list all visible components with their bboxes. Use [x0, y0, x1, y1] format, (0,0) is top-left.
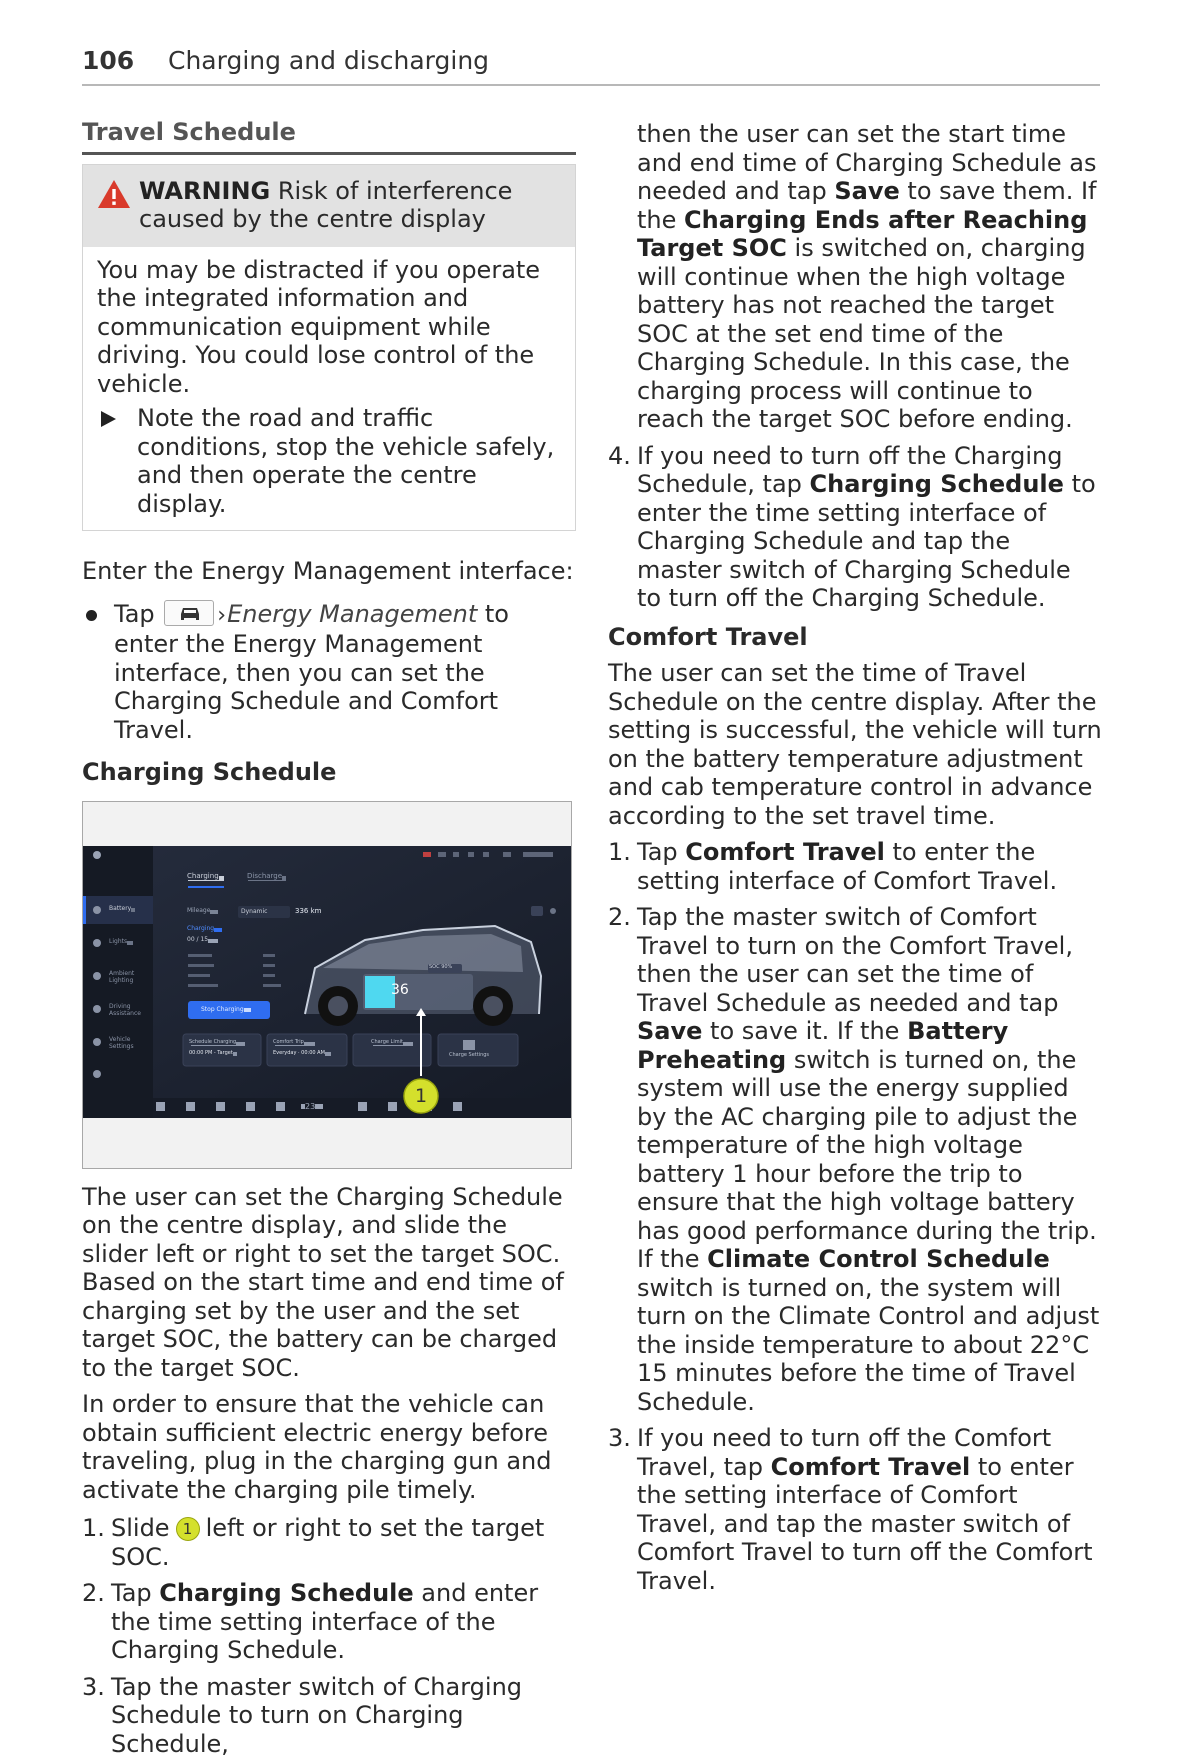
step-text: to enter the time setting interface of Charging Schedule and tap the master switch of Charging Schedule to turn off the Charging Schedule. — [637, 470, 1096, 612]
step-text: Tap — [637, 838, 685, 866]
energy-intro: Enter the Energy Management interface: — [82, 557, 576, 586]
screen-mode[interactable]: Dynamic — [241, 908, 267, 915]
screen-tab-charging: Charging — [187, 872, 219, 880]
tap-text: Tap — [114, 600, 155, 628]
section-title-travel-schedule: Travel Schedule — [82, 118, 576, 155]
triangle-bullet-icon — [101, 411, 116, 427]
step-bold: Battery Preheating — [637, 1017, 1008, 1074]
charging-step-4 — [608, 442, 1102, 613]
warning-bullet — [97, 404, 561, 518]
step-text: switch is turned on, the system will use the energy supplied by the AC charging pile to adjust the temperature of the high voltage battery 1 hour before the trip to ensure that the high voltage battery has good performance during the trip. If the — [637, 1046, 1097, 1274]
step-bold: Charging Ends after Reaching Target SOC — [637, 206, 1087, 263]
screen-stop-button[interactable]: Stop Charging — [201, 1006, 244, 1014]
step-bold: Charging Schedule — [159, 1579, 413, 1607]
step-text: switch is turned on, the system will turn on the Climate Control and adjust the inside temperature to about 22°C 15 minutes before the time of Travel Schedule. — [637, 1274, 1099, 1416]
subheading-comfort-travel: Comfort Travel — [608, 623, 1102, 652]
comfort-steps — [608, 838, 1102, 1595]
screen-mileage-label: Mileage — [187, 907, 210, 914]
step-bold: Climate Control Schedule — [707, 1245, 1050, 1273]
screen-card-limit[interactable]: Charge Limit — [371, 1039, 403, 1045]
tap-energy-item — [82, 600, 576, 745]
comfort-step-1 — [608, 838, 1102, 895]
step-text: left or right to set the target SOC. — [111, 1514, 544, 1571]
subheading-charging-schedule: Charging Schedule — [82, 758, 576, 787]
screen-card-comfort[interactable]: Comfort Trip — [273, 1039, 304, 1045]
warning-title: Risk of interference caused by the centre display — [139, 177, 512, 234]
charging-steps — [82, 1514, 576, 1758]
step-number: 2. — [82, 1579, 105, 1608]
charging-steps-continued — [608, 120, 1102, 613]
warning-body — [83, 247, 575, 531]
charging-step-2 — [82, 1579, 576, 1665]
step-text: to enter the setting interface of Comfort Travel. — [637, 838, 1057, 895]
figure-charging-screen — [82, 801, 572, 1169]
step-text: to enter the setting interface of Comfort Travel, and tap the master switch of Comfort Travel to turn off the Comfort Travel. — [637, 1453, 1093, 1595]
warning-label: WARNING — [139, 177, 270, 205]
chevron-right-icon: › — [217, 602, 226, 631]
screen-card-schedule[interactable]: Schedule Charging — [189, 1039, 236, 1045]
comfort-step-3 — [608, 1424, 1102, 1595]
step-number: 3. — [82, 1673, 105, 1702]
step-text: and enter the time setting interface of the Charging Schedule. — [111, 1579, 538, 1664]
page-header — [82, 44, 1100, 86]
right-column — [608, 120, 1102, 1595]
warning-box — [82, 164, 576, 532]
screen-sidebar-ambient: Ambient Lighting — [109, 970, 149, 984]
step-bold: Comfort Travel — [771, 1453, 971, 1481]
screen-sidebar-lights: Lights — [109, 938, 127, 945]
screen-card-comfort-value: Everyday · 00:00 AM — [273, 1050, 325, 1056]
screen-time-range: 00 / 15 — [187, 936, 208, 943]
step-bold: Save — [834, 177, 899, 205]
screen-soc-value[interactable]: 36 — [391, 982, 409, 998]
step-number: 3. — [608, 1424, 631, 1453]
charging-step-1 — [82, 1514, 576, 1571]
screen-range: 336 km — [295, 907, 321, 915]
centre-display-art — [83, 846, 571, 1118]
step-number: 1. — [608, 838, 631, 867]
step-bold: Charging Schedule — [810, 470, 1064, 498]
warning-bullet-text: Note the road and traffic conditions, stop the vehicle safely, and then operate the centre display. — [137, 404, 554, 518]
step-text: Tap — [111, 1579, 159, 1607]
centre-display-screenshot — [83, 846, 571, 1118]
chapter-title: Charging and discharging — [168, 46, 489, 75]
callout-1: 1 — [413, 1084, 429, 1108]
step-text: Tap the master switch of Charging Schedule to turn on Charging Schedule, — [111, 1673, 522, 1758]
screen-card-schedule-value: 00:00 PM - Target — [189, 1050, 233, 1056]
vehicle-key-icon — [164, 600, 214, 626]
screen-sidebar-battery: Battery — [109, 905, 131, 912]
step-bold: Comfort Travel — [685, 838, 885, 866]
step-text: Slide — [111, 1514, 170, 1542]
step-number: 1. — [82, 1514, 105, 1543]
screen-temperature: 23 — [305, 1102, 315, 1111]
charging-para-2: In order to ensure that the vehicle can obtain sufficient electric energy before traveling, plug in the charging gun and activate the charging pile timely. — [82, 1390, 576, 1504]
step-bold: Save — [637, 1017, 702, 1045]
charging-para-1: The user can set the Charging Schedule on the centre display, and slide the slider left or right to set the target SOC. Based on the start time and end time of charging set by the user and the set target SOC, the battery can be charged to the target SOC. — [82, 1183, 576, 1383]
screen-tab-discharge: Discharge — [247, 872, 282, 880]
screen-soc-label: SOC 90% — [429, 964, 452, 971]
step-text: If you need to turn off the Charging Schedule, tap — [637, 442, 1062, 499]
screen-card-settings[interactable]: Charge Settings — [449, 1052, 489, 1058]
charging-step-3-continued — [608, 120, 1102, 434]
comfort-intro: The user can set the time of Travel Schedule on the centre display. After the setting is successful, the vehicle will turn on the battery temperature adjustment and cab temperature control in advance according to the set travel time. — [608, 659, 1102, 830]
screen-charging-label: Charging — [187, 925, 214, 932]
warning-triangle-icon — [97, 179, 131, 209]
left-column — [82, 118, 576, 1758]
charging-step-3 — [82, 1673, 576, 1758]
comfort-step-2 — [608, 903, 1102, 1416]
warning-header — [83, 165, 575, 247]
warning-text: You may be distracted if you operate the integrated information and communication equipment while driving. You could lose control of the vehicle. — [97, 256, 561, 399]
step-text: to save it. If the — [702, 1017, 907, 1045]
step-number: 4. — [608, 442, 631, 471]
bullet-dot-icon — [86, 610, 97, 621]
tap-rest: to enter the Energy Management interface, then you can set the Charging Schedule and Comfort Travel. — [114, 600, 509, 744]
menu-path: Energy Management — [227, 600, 477, 628]
step-text: If you need to turn off the Comfort Travel, tap — [637, 1424, 1051, 1481]
callout-badge-1: 1 — [176, 1517, 200, 1541]
page-number: 106 — [82, 46, 134, 75]
step-number: 2. — [608, 903, 631, 932]
step-text: Tap the master switch of Comfort Travel to turn on the Comfort Travel, then the user can set the time of Travel Schedule as needed and tap — [637, 903, 1073, 1017]
screen-sidebar-vehicle: Vehicle Settings — [109, 1036, 149, 1050]
screen-sidebar-driving: Driving Assistance — [109, 1003, 149, 1017]
step-text: then the user can set the start time and end time of Charging Schedule as needed and tap Save to save them. If the Charging Ends after Reaching Target SOC is switched on, charging will continue when the high voltage battery has not reached the target SOC at the set end time of the Charging Schedule. In this case, the charging process will continue to reach the target SOC before ending. — [637, 120, 1097, 433]
